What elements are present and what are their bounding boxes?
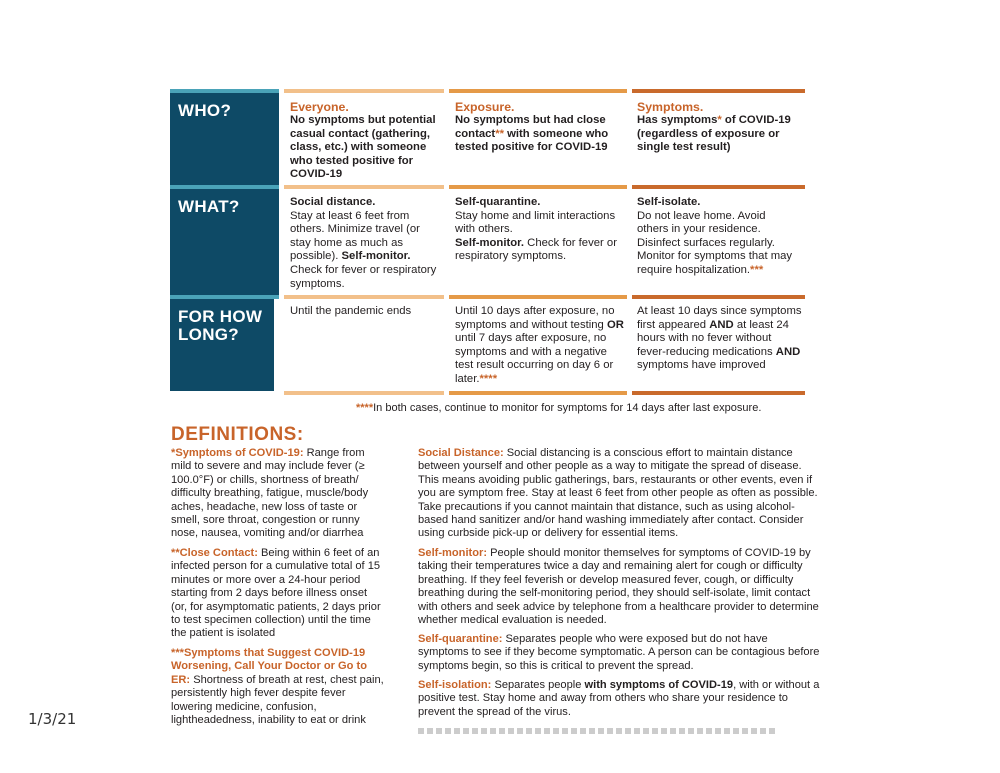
def-symptoms-term: *Symptoms of COVID-19: xyxy=(171,447,304,459)
how-long-exposure-or: OR xyxy=(606,318,624,331)
who-exposure-cell xyxy=(455,100,625,155)
how-long-symptoms-and1: AND xyxy=(709,318,734,331)
how-long-symptoms-text-b: at least 24 hours with no fever without fever-reducing medications xyxy=(637,318,789,358)
how-long-symptoms-text-a: At least 10 days since symptoms first appeared xyxy=(637,305,802,331)
social-distance-text-b: Check for fever or respiratory symptoms. xyxy=(290,263,437,290)
def-self-isolation-text-b: , with or without a positive test. Stay home and away from others who share your residence to prevent the spread of the virus. xyxy=(418,679,820,718)
row-head-who-label: WHO? xyxy=(178,101,232,120)
what-self-quarantine-cell xyxy=(455,196,623,264)
col2-what-bar xyxy=(449,185,627,189)
def-self-quarantine-text: Separates people who were exposed but do not have symptoms to see if they become symptomatic. A person can be contagious before symptoms begin, so this is critical to prevent the spread. xyxy=(418,633,820,672)
def-social-distance-text: Social distancing is a conscious effort to maintain distance between yourself and other people as a way to mitigate the spread of disease. This means avoiding public gatherings, bars, restaurants or other events, even if you are symptom free. Stay at least 6 feet from other people as often as possible. Take precautions if you cannot maintain that distance, such as using alcohol-based hand sanitizer and/or hand washing immediately after contact. Consider using curbside pick-up or delivery for essential items. xyxy=(418,447,818,540)
how-long-exposure-text-a: Until 10 days after exposure, no symptoms and without testing xyxy=(455,305,615,331)
row-head-who xyxy=(170,93,279,185)
def-self-isolation-text-a: Separates people xyxy=(491,679,585,691)
row-head-what-label: WHAT? xyxy=(178,197,240,216)
def-self-quarantine xyxy=(418,633,820,673)
who-symptoms-cell xyxy=(637,100,797,155)
exposure-text-b: with someone who tested positive for COVID-19 xyxy=(455,127,609,154)
col1-bottom-bar xyxy=(284,391,444,395)
how-long-everyone-cell xyxy=(290,305,440,319)
def-symptoms xyxy=(171,447,385,541)
col2-top-bar xyxy=(449,89,627,93)
def-social-distance xyxy=(418,447,820,541)
how-long-symptoms-text-c: symptoms have improved xyxy=(637,359,766,372)
everyone-text: No symptoms but potential casual contact (gathering, class, etc.) with someone who tested positive for COVID-19 xyxy=(290,114,436,181)
page-date: 1/3/21 xyxy=(28,710,77,728)
social-distance-text-a: Stay at least 6 feet from others. Minimize travel (or stay home as much as possible). xyxy=(290,209,420,263)
social-distance-bold: Self-monitor. xyxy=(341,250,411,263)
col2-how-long-bar xyxy=(449,295,627,299)
symptoms-text xyxy=(637,114,797,155)
what-self-isolate-cell xyxy=(637,196,797,278)
col3-top-bar xyxy=(632,89,805,93)
social-distance-title: Social distance. xyxy=(290,196,376,208)
row-head-what xyxy=(170,189,279,295)
how-long-exposure-mark: **** xyxy=(479,372,498,385)
row-head-how-long-label: FOR HOW LONG? xyxy=(178,307,263,344)
def-self-monitor xyxy=(418,547,820,627)
footnote xyxy=(356,402,761,414)
exposure-text-a: No symptoms but had close contact xyxy=(455,114,606,140)
def-worsening-term: ***Symptoms that Suggest COVID-19 Worsening, Call Your Doctor or Go to ER: xyxy=(171,647,367,686)
def-close-contact-term: **Close Contact: xyxy=(171,547,258,559)
def-self-quarantine-term: Self-quarantine: xyxy=(418,633,503,645)
how-long-exposure-cell xyxy=(455,305,627,387)
who-everyone-cell xyxy=(290,100,442,182)
exposure-title: Exposure. xyxy=(455,100,515,114)
exposure-mark: ** xyxy=(495,127,504,140)
footnote-mark: **** xyxy=(356,402,374,414)
def-worsening xyxy=(171,647,385,727)
col1-top-bar xyxy=(284,89,444,93)
col3-bottom-bar xyxy=(632,391,805,395)
def-worsening-text: Shortness of breath at rest, chest pain, persistently high fever despite fever lowering medicine, confusion, lightheadedness, inability to eat or drink xyxy=(171,673,384,727)
symptoms-title: Symptoms. xyxy=(637,100,704,114)
self-quarantine-text-a: Stay home and limit interactions with others. xyxy=(455,209,616,236)
footnote-text: In both cases, continue to monitor for symptoms for 14 days after last exposure. xyxy=(373,402,762,414)
col1-how-long-bar xyxy=(284,295,444,299)
def-symptoms-text: Range from mild to severe and may include fever (≥ 100.0°F) or chills, shortness of breath/ difficulty breathing, fatigue, muscle/body aches, headache, new loss of taste or smell, sore throat, congestion or runny nose, nausea, vomiting and/or diarrhea xyxy=(171,447,369,540)
how-long-everyone-text: Until the pandemic ends xyxy=(290,305,412,317)
symptoms-text-b: of COVID-19 (regardless of exposure or single test result) xyxy=(637,114,791,154)
definitions-title: DEFINITIONS: xyxy=(171,424,304,445)
symptoms-mark: * xyxy=(717,114,722,126)
self-isolate-title: Self-isolate. xyxy=(637,196,701,208)
def-self-isolation xyxy=(418,679,820,719)
self-quarantine-bold: Self-monitor. xyxy=(455,236,525,249)
def-self-monitor-term: Self-monitor: xyxy=(418,547,488,559)
everyone-title: Everyone. xyxy=(290,100,349,114)
how-long-symptoms-and2: AND xyxy=(775,345,801,358)
self-isolate-text: Do not leave home. Avoid others in your residence. Disinfect surfaces regularly. Monitor for symptoms that may require hospitalization. xyxy=(637,209,793,276)
def-close-contact xyxy=(171,547,385,641)
what-social-distance-cell xyxy=(290,196,440,291)
col3-what-bar xyxy=(632,185,805,189)
exposure-text xyxy=(455,114,625,155)
self-quarantine-title: Self-quarantine. xyxy=(455,196,541,208)
cropped-text-line xyxy=(418,728,778,734)
col2-bottom-bar xyxy=(449,391,627,395)
self-isolate-mark: *** xyxy=(750,263,764,276)
def-social-distance-term: Social Distance: xyxy=(418,447,504,459)
how-long-symptoms-cell xyxy=(637,305,802,373)
self-quarantine-text-b: Check for fever or respiratory symptoms. xyxy=(455,236,617,263)
def-self-isolation-bold: with symptoms of COVID-19 xyxy=(584,679,734,691)
row-head-how-long xyxy=(170,299,274,391)
def-self-isolation-term: Self-isolation: xyxy=(418,679,492,691)
col3-how-long-bar xyxy=(632,295,805,299)
col1-what-bar xyxy=(284,185,444,189)
how-long-exposure-text-b: until 7 days after exposure, no symptoms and with a negative test result occurring on day 6 or later. xyxy=(455,332,614,385)
def-self-monitor-text: People should monitor themselves for symptoms of COVID-19 by taking their temperatures twice a day and remaining alert for cough or difficulty breathing. If they feel feverish or develop measured fever, cough, or difficulty breathing during the self-monitoring period, they should self-isolate, limit contact with others and seek advice by telephone from a healthcare provider to determine whether medical evaluation is needed. xyxy=(418,547,819,627)
def-close-contact-text: Being within 6 feet of an infected person for a cumulative total of 15 minutes or more over a 24-hour period starting from 2 days before illness onset (or, for asymptomatic patients, 2 days prior to test specimen collection) until the time the patient is isolated xyxy=(171,547,381,640)
symptoms-text-a: Has symptoms xyxy=(637,114,718,126)
